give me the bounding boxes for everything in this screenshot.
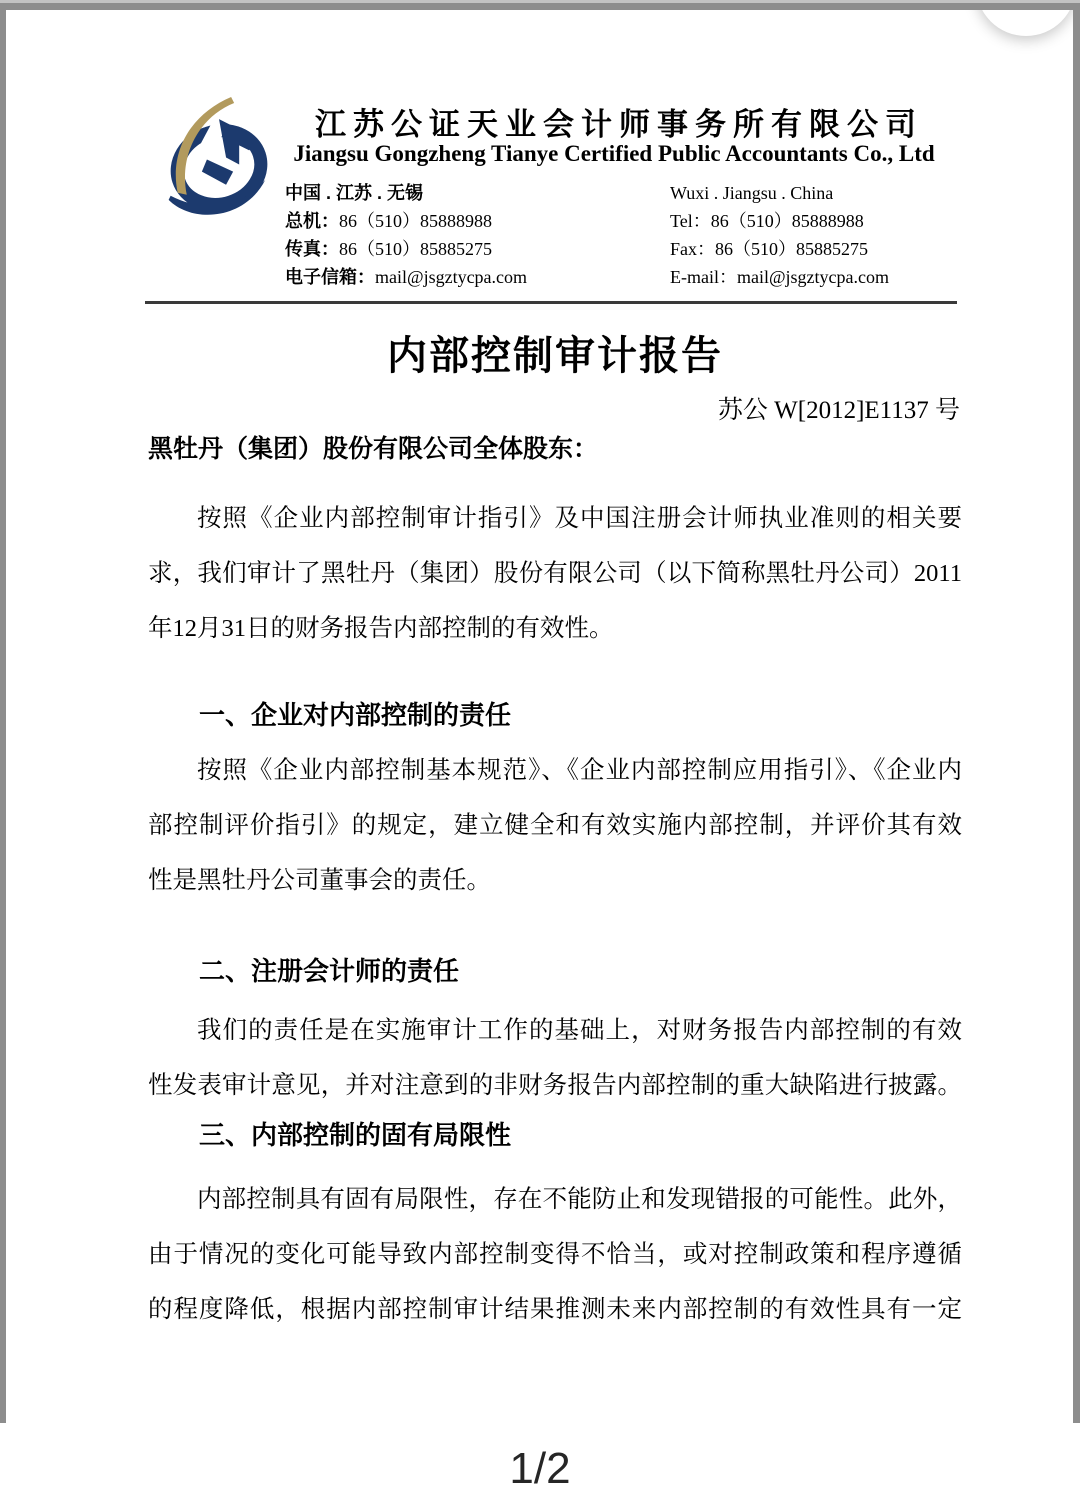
contact-row [285,235,527,263]
contact-value: 86（510）85885275 [339,239,492,259]
contact-label: 总机： [285,211,339,231]
contact-row [670,179,889,207]
page-frame-right [1073,3,1080,1423]
paragraph-line: 年12月31日的财务报告内部控制的有效性。 [148,615,614,642]
section-heading-1: 一、企业对内部控制的责任 [199,700,512,730]
section-heading-2: 二、注册会计师的责任 [199,956,460,986]
paragraph-line: 部控制评价指引》的规定，建立健全和有效实施内部控制，并评价其有效 [148,812,962,839]
contact-row [285,179,527,207]
contact-row [670,207,889,235]
document-page [148,0,962,1467]
paragraph-line: 内部控制具有固有局限性，存在不能防止和发现错报的可能性。此外， [197,1186,962,1213]
contact-value: 86（510）85885275 [715,239,868,259]
page-indicator: 1/2 [509,1444,571,1493]
paragraph-line: 性发表审计意见，并对注意到的非财务报告内部控制的重大缺陷进行披露。 [148,1072,962,1099]
page-frame-left [0,3,6,1423]
document-number: 苏公 W[2012]E1137 号 [717,397,960,424]
contact-row [285,207,527,235]
document-title: 内部控制审计报告 [387,333,723,378]
contact-value: mail@jsgztycpa.com [375,267,528,287]
contact-label: 电子信箱： [285,267,375,287]
contact-block-zh [285,179,527,291]
contact-block-en [670,179,889,291]
company-name-en: Jiangsu Gongzheng Tianye Certified Public Accountants Co., Ltd [293,141,935,166]
paragraph-line: 由于情况的变化可能导致内部控制变得不恰当，或对控制政策和程序遵循 [148,1241,962,1268]
section-paragraph-1 [148,743,962,908]
paragraph-line: 我们的责任是在实施审计工作的基础上，对财务报告内部控制的有效 [197,1017,962,1044]
contact-label: 中国 . 江苏 . 无锡 [285,183,424,203]
paragraph-line: 按照《企业内部控制基本规范》、《企业内部控制应用指引》、《企业内 [197,757,962,784]
contact-label: 传真： [285,239,339,259]
contact-row [285,263,527,291]
page-frame-top [0,3,1080,10]
contact-value: 86（510）85888988 [339,211,492,231]
section-paragraph-2 [148,1003,962,1113]
contact-row [670,263,889,291]
contact-label: Fax： [670,239,715,259]
contact-value: 86（510）85888988 [710,211,864,231]
section-paragraph-3 [148,1172,962,1337]
contact-value: mail@jsgztycpa.com [736,267,890,287]
addressee-line: 黑牡丹（集团）股份有限公司全体股东： [148,436,599,463]
contact-label: Tel： [670,211,711,231]
intro-paragraph [148,491,962,656]
company-name-zh: 江苏公证天业会计师事务所有限公司 [315,107,923,142]
section-heading-3: 三、内部控制的固有局限性 [199,1120,512,1150]
paragraph-line: 性是黑牡丹公司董事会的责任。 [148,867,491,894]
contact-value: Wuxi . Jiangsu . China [670,183,834,203]
paragraph-line: 求，我们审计了黑牡丹（集团）股份有限公司（以下简称黑牡丹公司）2011 [148,560,962,587]
company-logo-icon [166,97,268,223]
contact-row [670,235,889,263]
paragraph-line: 的程度降低，根据内部控制审计结果推测未来内部控制的有效性具有一定 [148,1296,962,1323]
contact-label: E-mail： [670,267,737,287]
header-divider [145,301,957,304]
paragraph-line: 按照《企业内部控制审计指引》及中国注册会计师执业准则的相关要 [197,505,962,532]
